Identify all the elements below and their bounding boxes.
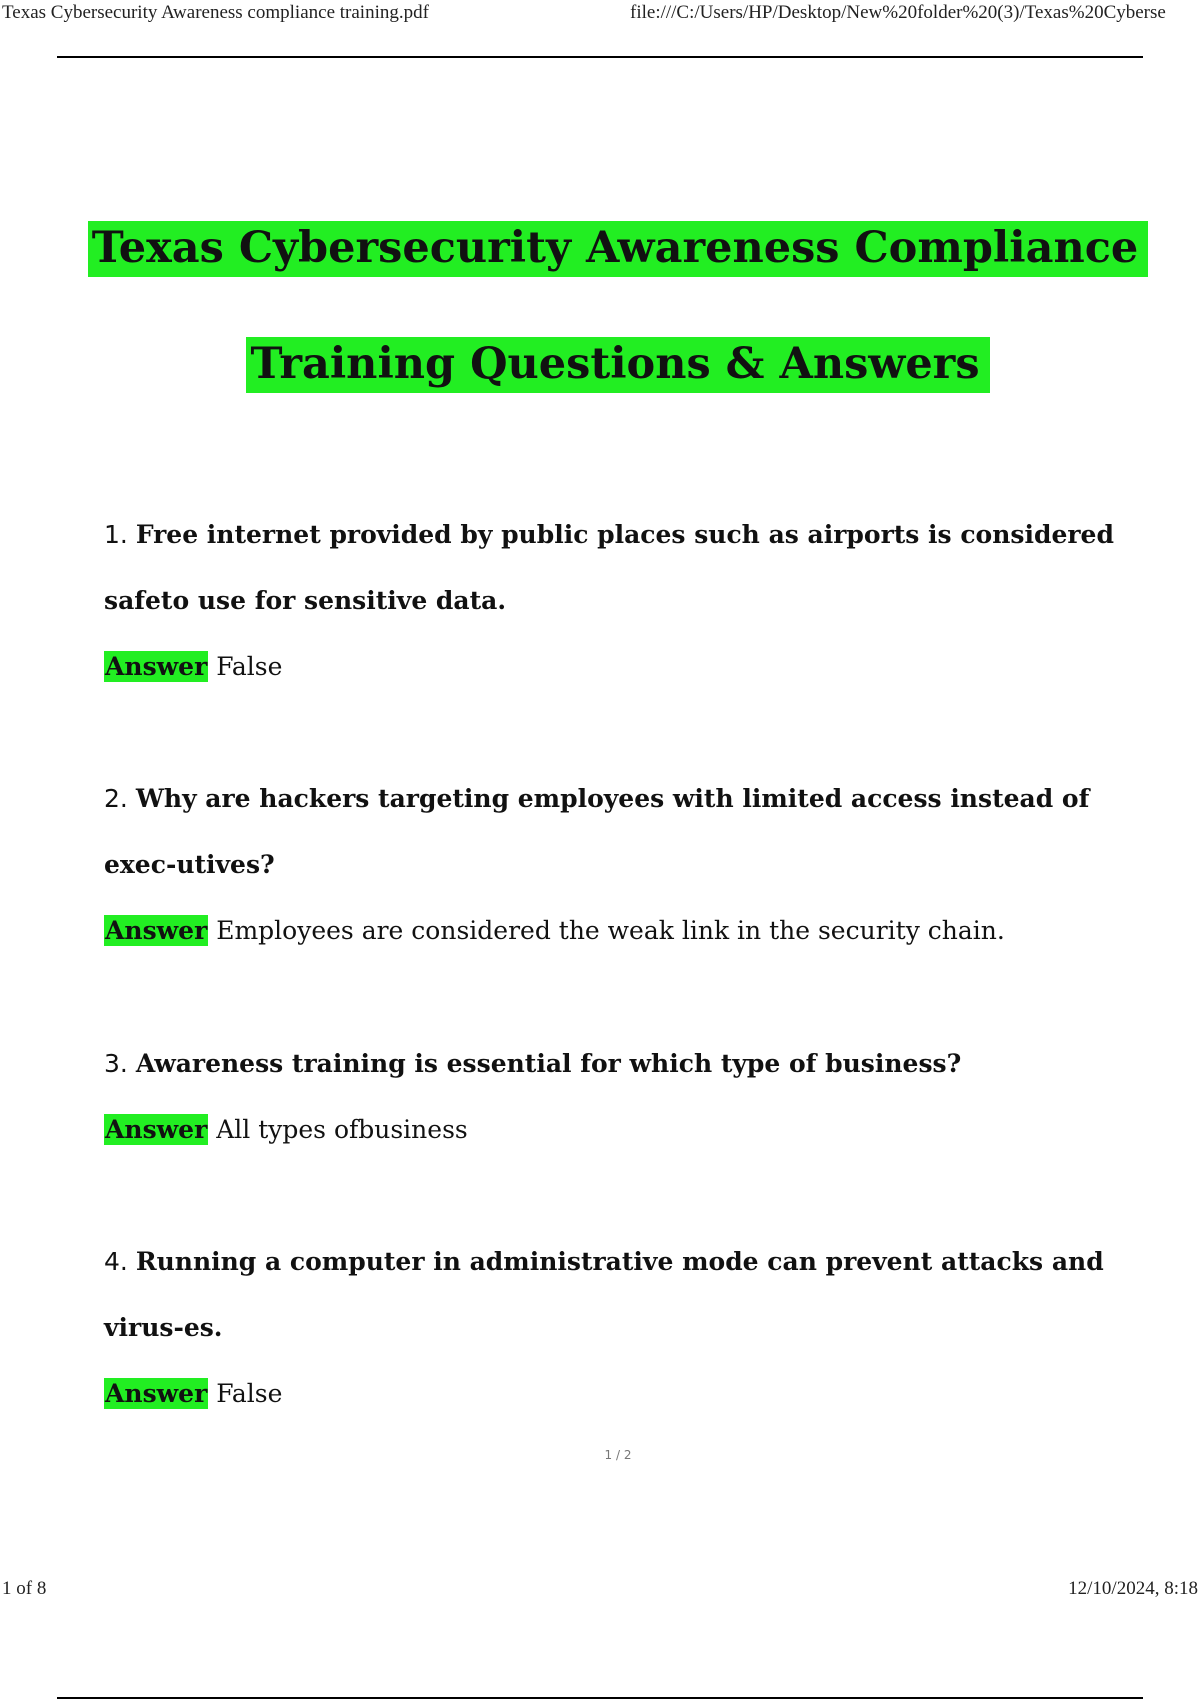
print-header [0,0,1200,26]
question-text: Awareness training is essential for which type of business? [135,1049,962,1078]
header-divider [57,56,1143,58]
question-block-1 [104,502,1124,700]
file-path: file:///C:/Users/HP/Desktop/New%20folder%20(3)/Texas%20Cyberse [630,2,1166,23]
answer-4 [104,1361,1124,1427]
answer-label: Answer [105,916,208,945]
footer-divider [57,1697,1143,1699]
answer-2 [104,898,1124,964]
answer-1 [104,634,1124,700]
title-line-2: Training Questions & Answers [246,337,989,393]
page-indicator: 1 / 2 [604,1448,632,1462]
question-text: Running a computer in administrative mode can prevent attacks and virus-es. [104,1247,1104,1342]
title-line-1: Texas Cybersecurity Awareness Compliance [88,221,1149,277]
print-datetime: 12/10/2024, 8:18 [1068,1578,1198,1599]
question-3 [104,1031,1124,1097]
answer-text: False [216,652,283,681]
question-text: Free internet provided by public places such as airports is considered safeto use for sensitive data. [104,520,1114,615]
question-block-2 [104,766,1124,964]
answer-3 [104,1097,1124,1163]
question-4 [104,1229,1124,1361]
question-block-3 [104,1031,1124,1163]
answer-label: Answer [105,1379,208,1408]
page-title [0,190,1200,422]
page-count: 1 of 8 [2,1578,47,1599]
question-number: 4. [104,1247,128,1276]
question-number: 3. [104,1049,128,1078]
answer-label: Answer [105,1115,208,1144]
question-2 [104,766,1124,898]
question-block-4 [104,1229,1124,1427]
question-number: 2. [104,784,128,813]
question-text: Why are hackers targeting employees with limited access instead of exec-utives? [104,784,1090,879]
answer-label: Answer [105,652,208,681]
answer-text: False [216,1379,283,1408]
answer-text: All types ofbusiness [216,1115,468,1144]
question-number: 1. [104,520,128,549]
document-name: Texas Cybersecurity Awareness compliance training.pdf [2,2,429,23]
question-1 [104,502,1124,634]
answer-text: Employees are considered the weak link in the security chain. [216,916,1005,945]
